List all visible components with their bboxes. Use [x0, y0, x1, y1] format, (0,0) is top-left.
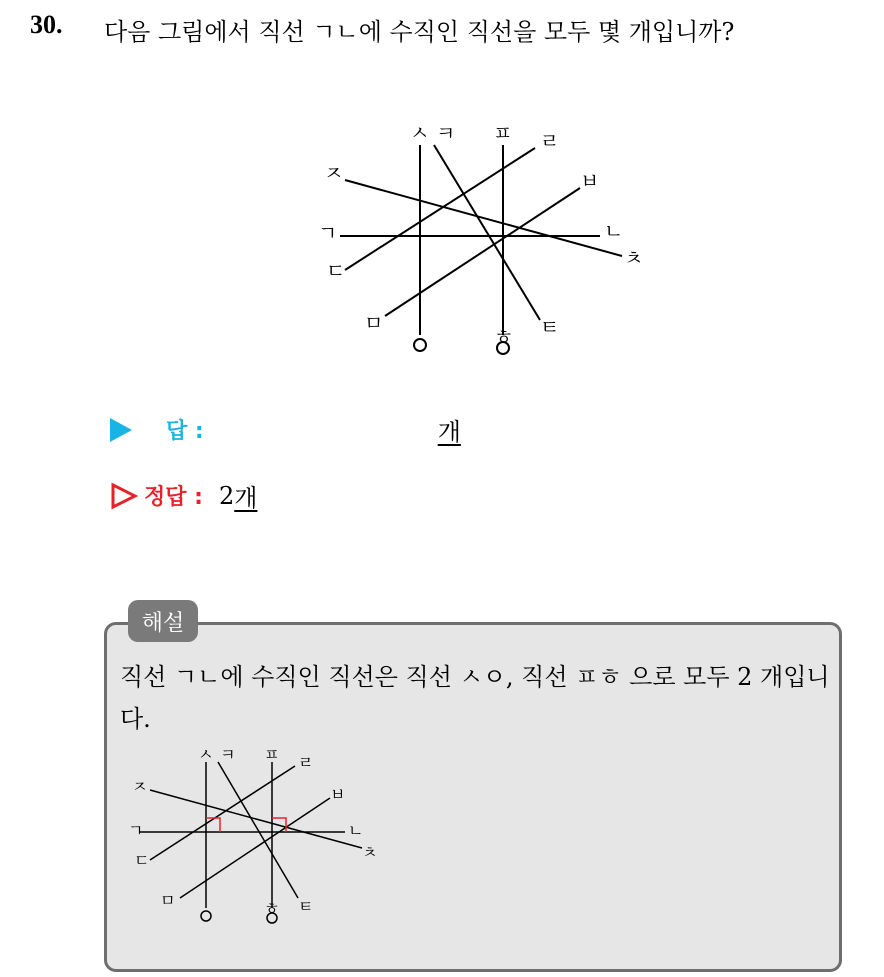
svg-text:ㅋ: ㅋ	[220, 745, 236, 764]
correct-label: 정답 :	[144, 485, 203, 510]
svg-text:ㅍ: ㅍ	[264, 745, 280, 764]
question-text: 다음 그림에서 직선 ㄱㄴ에 수직인 직선을 모두 몇 개입니까?	[104, 18, 735, 46]
label-d: ㄷ	[326, 259, 346, 283]
svg-text:ㅈ: ㅈ	[132, 777, 148, 796]
label-p: ㅍ	[493, 121, 513, 145]
label-j: ㅈ	[324, 161, 344, 185]
label-h: ㅎ	[494, 325, 514, 349]
right-angle-mark	[206, 818, 220, 832]
svg-text:ㅁ: ㅁ	[160, 891, 176, 910]
svg-text:ㄱ: ㄱ	[128, 821, 144, 840]
label-g: ㄱ	[318, 221, 338, 245]
label-n: ㄴ	[604, 219, 624, 243]
svg-text:ㅌ: ㅌ	[298, 897, 314, 916]
explanation-tab: 해설	[128, 600, 198, 642]
label-c: ㅊ	[624, 246, 644, 270]
question-number: 30.	[30, 10, 63, 39]
correct-value: 2	[218, 481, 235, 510]
label-m: ㅁ	[364, 311, 384, 335]
svg-text:ㄷ: ㄷ	[134, 851, 150, 870]
answer-label: 답 :	[166, 419, 204, 444]
label-b: ㅂ	[580, 169, 600, 193]
answer-unit: 개	[437, 418, 461, 446]
svg-text:ㅅ: ㅅ	[198, 745, 214, 764]
svg-text:ㅂ: ㅂ	[330, 785, 346, 804]
svg-text:ㅎ: ㅎ	[264, 899, 280, 918]
label-s: ㅅ	[410, 121, 430, 145]
label-r: ㄹ	[540, 129, 560, 153]
svg-text:ㄴ: ㄴ	[348, 821, 364, 840]
label-k: ㅋ	[436, 121, 456, 145]
correct-unit: 개	[234, 484, 258, 512]
label-t: ㅌ	[540, 315, 560, 339]
svg-text:ㅊ: ㅊ	[362, 843, 378, 862]
explanation-text: 직선 ㄱㄴ에 수직인 직선은 직선 ㅅㅇ, 직선 ㅍㅎ 으로 모두 2 개입니다.	[120, 663, 830, 733]
svg-text:ㄹ: ㄹ	[298, 753, 314, 772]
